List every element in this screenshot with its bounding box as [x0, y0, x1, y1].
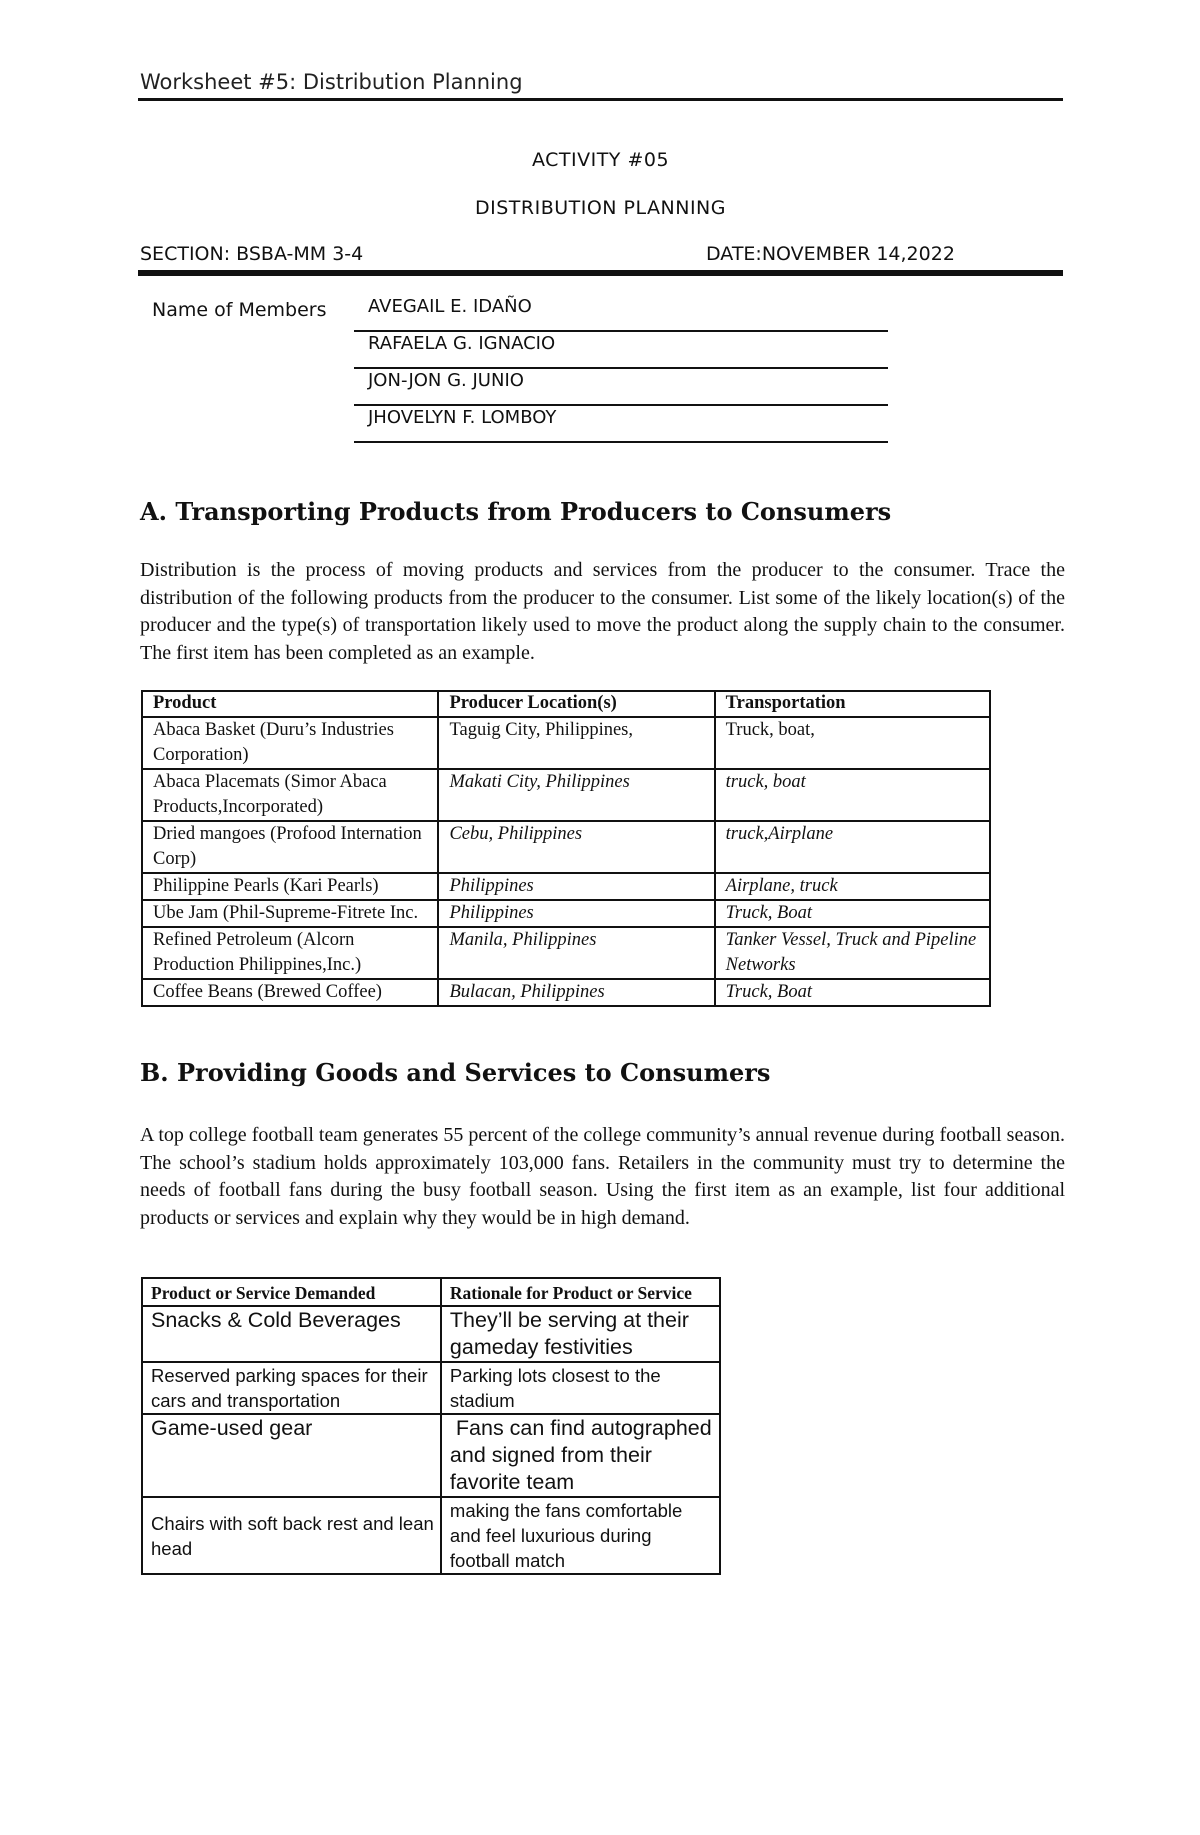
transportation-cell: Truck, boat,: [715, 717, 990, 769]
section-label: SECTION: BSBA-MM 3-4: [140, 243, 364, 265]
rationale-cell: Parking lots closest to the stadium: [441, 1362, 720, 1414]
section-b-heading: B. Providing Goods and Services to Consumers: [140, 1058, 771, 1087]
column-header-product-service: Product or Service Demanded: [142, 1278, 441, 1306]
table-row: [142, 979, 990, 1006]
location-cell: Philippines: [438, 900, 714, 927]
date-label: DATE:NOVEMBER 14,2022: [706, 243, 955, 265]
table-row: [142, 717, 990, 769]
column-header-location: Producer Location(s): [438, 691, 714, 717]
distribution-table: [141, 690, 991, 1007]
table-row: [142, 1414, 720, 1497]
column-header-transportation: Transportation: [715, 691, 990, 717]
transportation-cell: truck, boat: [715, 769, 990, 821]
rationale-cell: Fans can find autographed and signed from their favorite team: [441, 1414, 720, 1497]
transportation-cell: Tanker Vessel, Truck and Pipeline Networks: [715, 927, 990, 979]
activity-number: ACTIVITY #05: [531, 149, 670, 171]
location-cell: Manila, Philippines: [438, 927, 714, 979]
worksheet-title: Worksheet #5: Distribution Planning: [140, 70, 523, 94]
product-cell: Abaca Placemats (Simor Abaca Products,Incorporated): [142, 769, 438, 821]
product-cell: Refined Petroleum (Alcorn Production Philippines,Inc.): [142, 927, 438, 979]
table-header-row: [142, 1278, 720, 1306]
product-service-cell: Game-used gear: [142, 1414, 441, 1497]
table-row: [142, 1306, 720, 1362]
table-row: [142, 769, 990, 821]
column-header-rationale: Rationale for Product or Service: [441, 1278, 720, 1306]
transportation-cell: Truck, Boat: [715, 979, 990, 1006]
product-service-cell: Chairs with soft back rest and lean head: [142, 1497, 441, 1574]
section-b-paragraph: A top college football team generates 55 percent of the college community’s annual revenue during football season. The school’s stadium holds approximately 103,000 fans. Retailers in the community must try to determine the needs of football fans during the busy football season. Using the first item as an example, list four additional products or services and explain why they would be in high demand.: [140, 1124, 1065, 1229]
location-cell: Cebu, Philippines: [438, 821, 714, 873]
rationale-cell: making the fans comfortable and feel luxurious during football match: [441, 1497, 720, 1574]
table-header-row: [142, 691, 990, 717]
section-a-heading: A. Transporting Products from Producers to Consumers: [140, 497, 892, 526]
table-row: [142, 900, 990, 927]
section-a-paragraph: Distribution is the process of moving products and services from the producer to the consumer. Trace the distribution of the following products from the producer to the consumer. List some of the likely location(s) of the producer and the type(s) of transportation likely used to move the product along the supply chain to the consumer. The first item has been completed as an example.: [140, 559, 1065, 664]
location-cell: Bulacan, Philippines: [438, 979, 714, 1006]
product-cell: Abaca Basket (Duru’s Industries Corporation): [142, 717, 438, 769]
members-label: Name of Members: [152, 299, 327, 321]
member-name: AVEGAIL E. IDAÑO: [354, 296, 888, 332]
transportation-cell: Airplane, truck: [715, 873, 990, 900]
table-row: [142, 873, 990, 900]
table-row: [142, 821, 990, 873]
product-service-cell: Snacks & Cold Beverages: [142, 1306, 441, 1362]
goods-services-table: [141, 1277, 721, 1575]
table-row: [142, 1497, 720, 1574]
table-row: [142, 927, 990, 979]
location-cell: Philippines: [438, 873, 714, 900]
member-name: JHOVELYN F. LOMBOY: [354, 407, 888, 443]
activity-title: DISTRIBUTION PLANNING: [474, 197, 726, 219]
location-cell: Taguig City, Philippines,: [438, 717, 714, 769]
table-row: [142, 1362, 720, 1414]
member-name: JON-JON G. JUNIO: [354, 370, 888, 406]
column-header-product: Product: [142, 691, 438, 717]
member-name: RAFAELA G. IGNACIO: [354, 333, 888, 369]
transportation-cell: truck,Airplane: [715, 821, 990, 873]
product-cell: Philippine Pearls (Kari Pearls): [142, 873, 438, 900]
product-cell: Coffee Beans (Brewed Coffee): [142, 979, 438, 1006]
rationale-cell: They’ll be serving at their gameday festivities: [441, 1306, 720, 1362]
header-divider: [138, 98, 1063, 101]
section-divider: [138, 270, 1063, 276]
transportation-cell: Truck, Boat: [715, 900, 990, 927]
product-service-cell: Reserved parking spaces for their cars and transportation: [142, 1362, 441, 1414]
product-cell: Ube Jam (Phil-Supreme-Fitrete Inc.: [142, 900, 438, 927]
location-cell: Makati City, Philippines: [438, 769, 714, 821]
product-cell: Dried mangoes (Profood Internation Corp): [142, 821, 438, 873]
